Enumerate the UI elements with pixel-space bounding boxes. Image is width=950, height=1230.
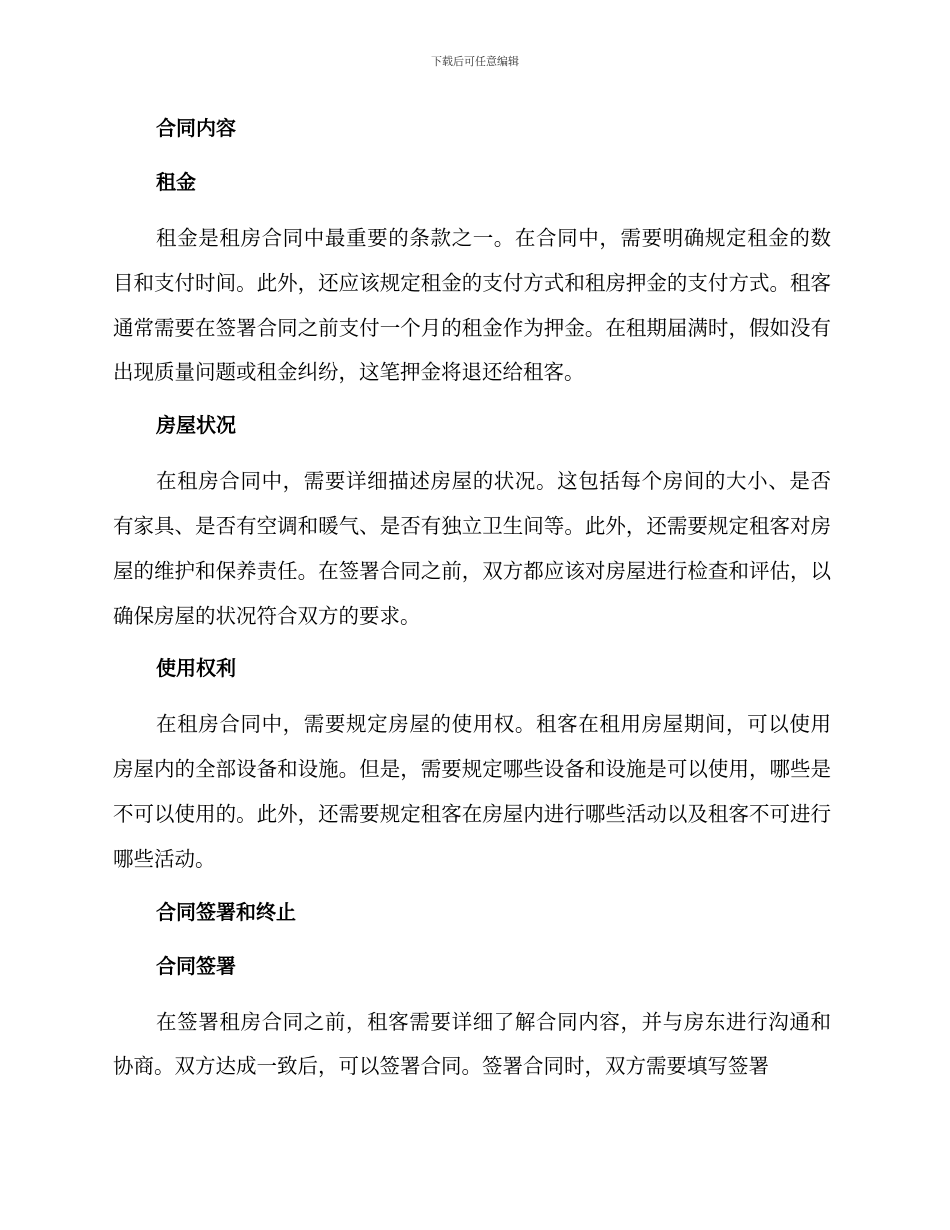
page-header-note: 下载后可任意编辑 xyxy=(431,55,519,68)
section-heading-house-condition: 房屋状况 xyxy=(156,413,236,438)
section-heading-rent: 租金 xyxy=(156,170,196,194)
paragraph-usage-rights: 在租房合同中，需要规定房屋的使用权。租客在租用房屋期间，可以使用房屋内的全部设备和设施。但是，需要规定哪些设备和设施是可以使用，哪些是不可以使用的。此外，还需要规定租客在房屋内进行哪些活动以及租客不可进行哪些活动。 xyxy=(113,712,831,871)
section-heading-contract-content: 合同内容 xyxy=(156,116,236,140)
section-heading-signing: 合同签署 xyxy=(156,953,236,978)
section-heading-usage-rights: 使用权利 xyxy=(156,656,236,681)
section-heading-signing-termination: 合同签署和终止 xyxy=(156,899,296,924)
document-body xyxy=(113,108,831,1099)
paragraph-signing: 在签署租房合同之前，租客需要详细了解合同内容，并与房东进行沟通和协商。双方达成一致后，可以签署合同。签署合同时，双方需要填写签署 xyxy=(113,1009,831,1079)
paragraph-rent: 租金是租房合同中最重要的条款之一。在合同中，需要明确规定租金的数目和支付时间。此外，还应该规定租金的支付方式和租房押金的支付方式。租客通常需要在签署合同之前支付一个月的租金作为押金。在租期届满时，假如没有出现质量问题或租金纠纷，这笔押金将退还给租客。 xyxy=(113,226,831,385)
paragraph-house-condition: 在租房合同中，需要详细描述房屋的状况。这包括每个房间的大小、是否有家具、是否有空调和暖气、是否有独立卫生间等。此外，还需要规定租客对房屋的维护和保养责任。在签署合同之前，双方都应该对房屋进行检查和评估，以确保房屋的状况符合双方的要求。 xyxy=(113,469,831,628)
